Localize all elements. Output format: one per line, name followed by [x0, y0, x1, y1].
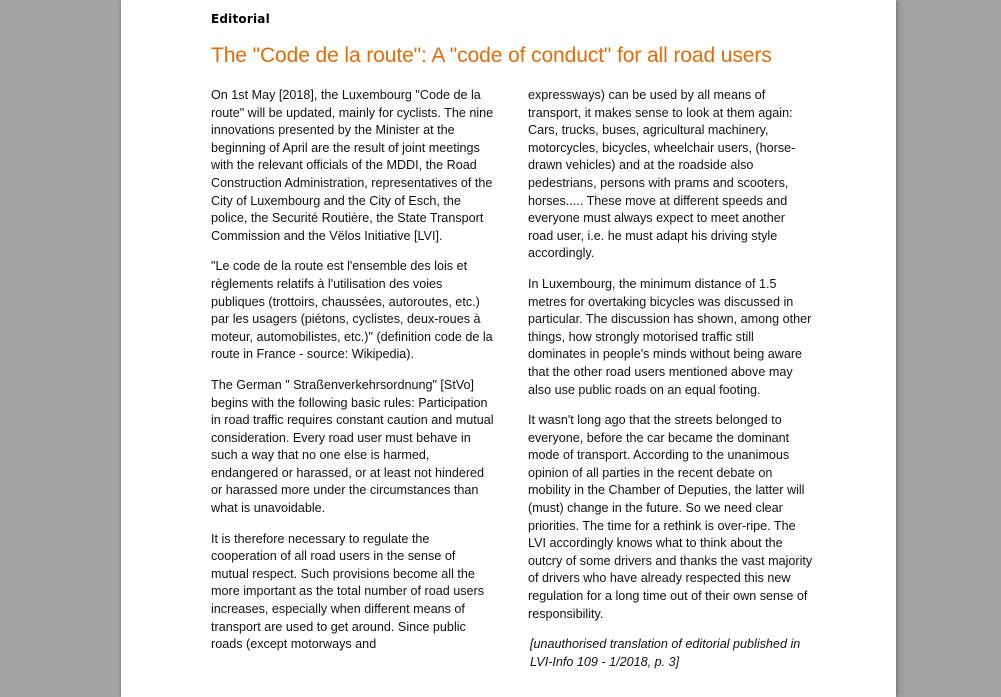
- document-page: [121, 0, 896, 697]
- paragraph: On 1st May [2018], the Luxembourg "Code de la route" will be updated, mainly for cyclists. The nine innovations presented by the Minister at the beginning of April are the result of joint meetings with the relevant officials of the MDDI, the Road Construction Administration, representatives of the City of Luxembourg and the City of Esch, the police, the Securité Routière, the State Transport Commission and the Vëlos Initiative [LVI].: [211, 88, 494, 243]
- right-column: [528, 87, 813, 684]
- paragraph: It wasn't long ago that the streets belonged to everyone, before the car became the dominant mode of transport. According to the unanimous opinion of all parties in the recent debate on mobility in the Chamber of Deputies, the latter will (must) change in the future. So we need clear priorities. The time for a rethink is over-ripe. The LVI accordingly knows what to think about the outcry of some drivers and thanks the vast majority of drivers who have already respected this new regulation for a long time out of their own sense of responsibility.: [528, 413, 813, 621]
- paragraph: In Luxembourg, the minimum distance of 1.5 metres for overtaking bicycles was discussed in particular. The discussion has shown, among other things, how strongly motorised traffic still dominates in people's minds without being aware that the other road users mentioned above may also use public roads on an equal footing.: [528, 276, 812, 397]
- section-label: Editorial: [211, 12, 270, 26]
- left-column: [211, 87, 496, 667]
- paragraph: expressways) can be used by all means of transport, it makes sense to look at them again: Cars, trucks, buses, agricultural machinery, motorcycles, bicycles, wheelchair users, (horse-drawn vehicles) and at the roadside also pedestrians, persons with prams and scooters, horses..... These move at different speeds and everyone must always expect to meet another road user, i.e. he must adapt his driving style accordingly.: [528, 88, 796, 261]
- paragraph: The German " Straßenverkehrsordnung" [StVo] begins with the following basic rules: Participation in road traffic requires constant caution and mutual consideration. Every road user must behave in such a way that no one else is harmed, endangered or harassed, or at least not hindered or harassed more under the circumstances than what is unavoidable.: [211, 377, 494, 516]
- citation: [unauthorised translation of editorial published in LVI-Info 109 - 1/2018, p. 3]: [530, 637, 801, 669]
- paragraph: "Le code de la route est l'ensemble des lois et règlements relatifs à l'utilisation des voies publiques (trottoirs, chaussées, autoroutes, etc.) par les usagers (piétons, cyclistes, deux-roues à moteur, automobilistes, etc.)" (definition code de la route in France - source: Wikipedia).: [211, 259, 493, 362]
- article-title: The "Code de la route": A "code of conduct" for all road users: [211, 44, 772, 67]
- paragraph: It is therefore necessary to regulate the cooperation of all road users in the sense of mutual respect. Such provisions become all the more important as the total number of road users increases, especially when different means of transport are used to get around. Since public roads (except motorways and: [211, 531, 484, 652]
